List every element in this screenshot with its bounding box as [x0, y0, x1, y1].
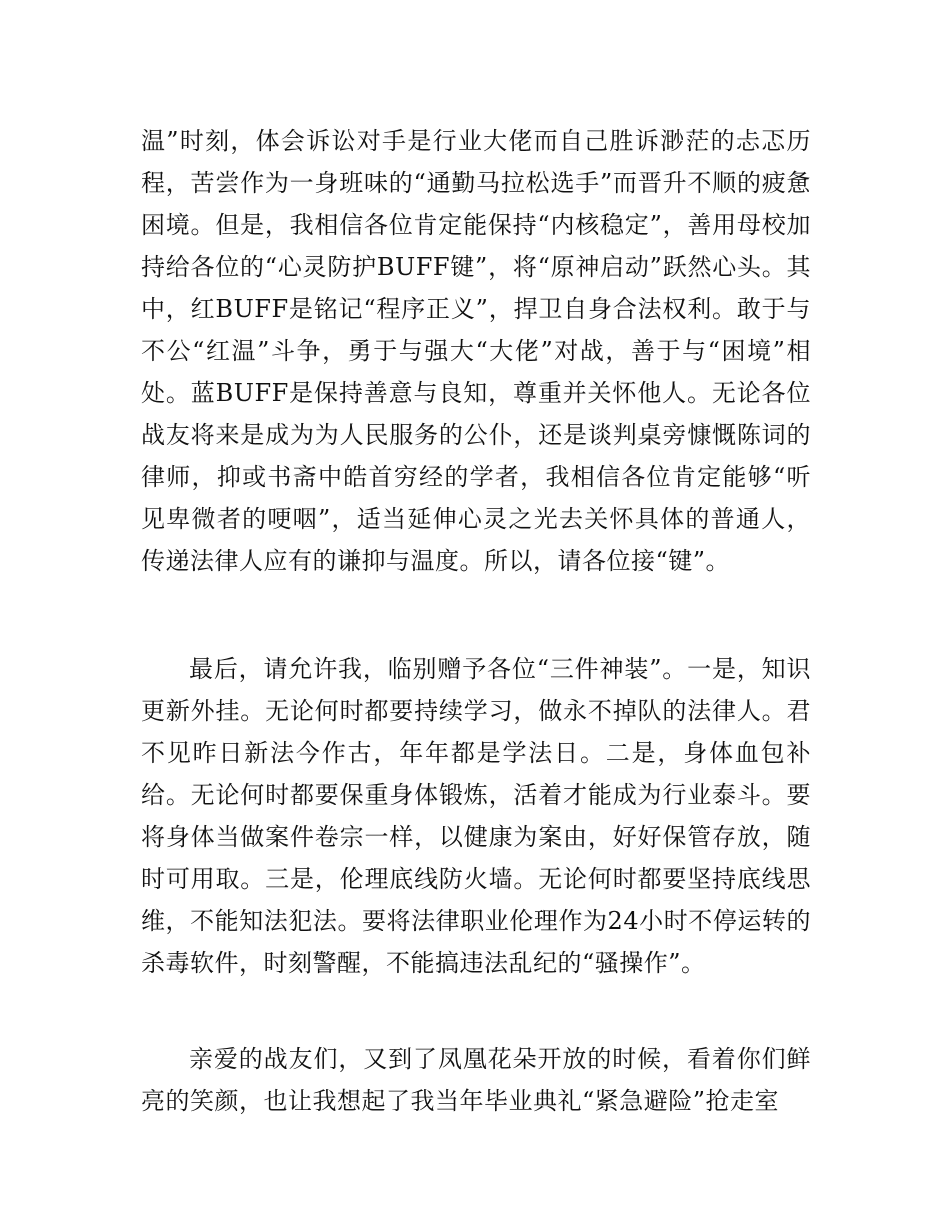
- paragraph-2: [141, 648, 811, 984]
- paragraph-3: [141, 1038, 811, 1122]
- paragraph-3-text: 亲爱的战友们，又到了凤凰花朵开放的时候，看着你们鲜亮的笑颜，也让我想起了我当年毕业典礼“紧急避险”抢走室: [141, 1045, 811, 1115]
- paragraph-2-text: 最后，请允许我，临别赠予各位“三件神装”。一是，知识更新外挂。无论何时都要持续学习，做永不掉队的法律人。君不见昨日新法今作古，年年都是学法日。二是，身体血包补给。无论何时都要保重身体锻炼，活着才能成为行业泰斗。要将身体当做案件卷宗一样，以健康为案由，好好保管存放，随时可用取。三是，伦理底线防火墙。无论何时都要坚持底线思维，不能知法犯法。要将法律职业伦理作为24小时不停运转的杀毒软件，时刻警醒，不能搞违法乱纪的“骚操作”。: [141, 655, 811, 977]
- paragraph-1: [141, 120, 811, 582]
- paragraph-1-text: 温”时刻，体会诉讼对手是行业大佬而自己胜诉渺茫的忐忑历程，苦尝作为一身班味的“通勤马拉松选手”而晋升不顺的疲惫困境。但是，我相信各位肯定能保持“内核稳定”，善用母校加持给各位的“心灵防护BUFF键”，将“原神启动”跃然心头。其中，红BUFF是铭记“程序正义”，捍卫自身合法权利。敢于与不公“红温”斗争，勇于与强大“大佬”对战，善于与“困境”相处。蓝BUFF是保持善意与良知，尊重并关怀他人。无论各位战友将来是成为为人民服务的公仆，还是谈判桌旁慷慨陈词的律师，抑或书斋中皓首穷经的学者，我相信各位肯定能够“听见卑微者的哽咽”，适当延伸心灵之光去关怀具体的普通人，传递法律人应有的谦抑与温度。所以，请各位接“键”。: [141, 127, 811, 575]
